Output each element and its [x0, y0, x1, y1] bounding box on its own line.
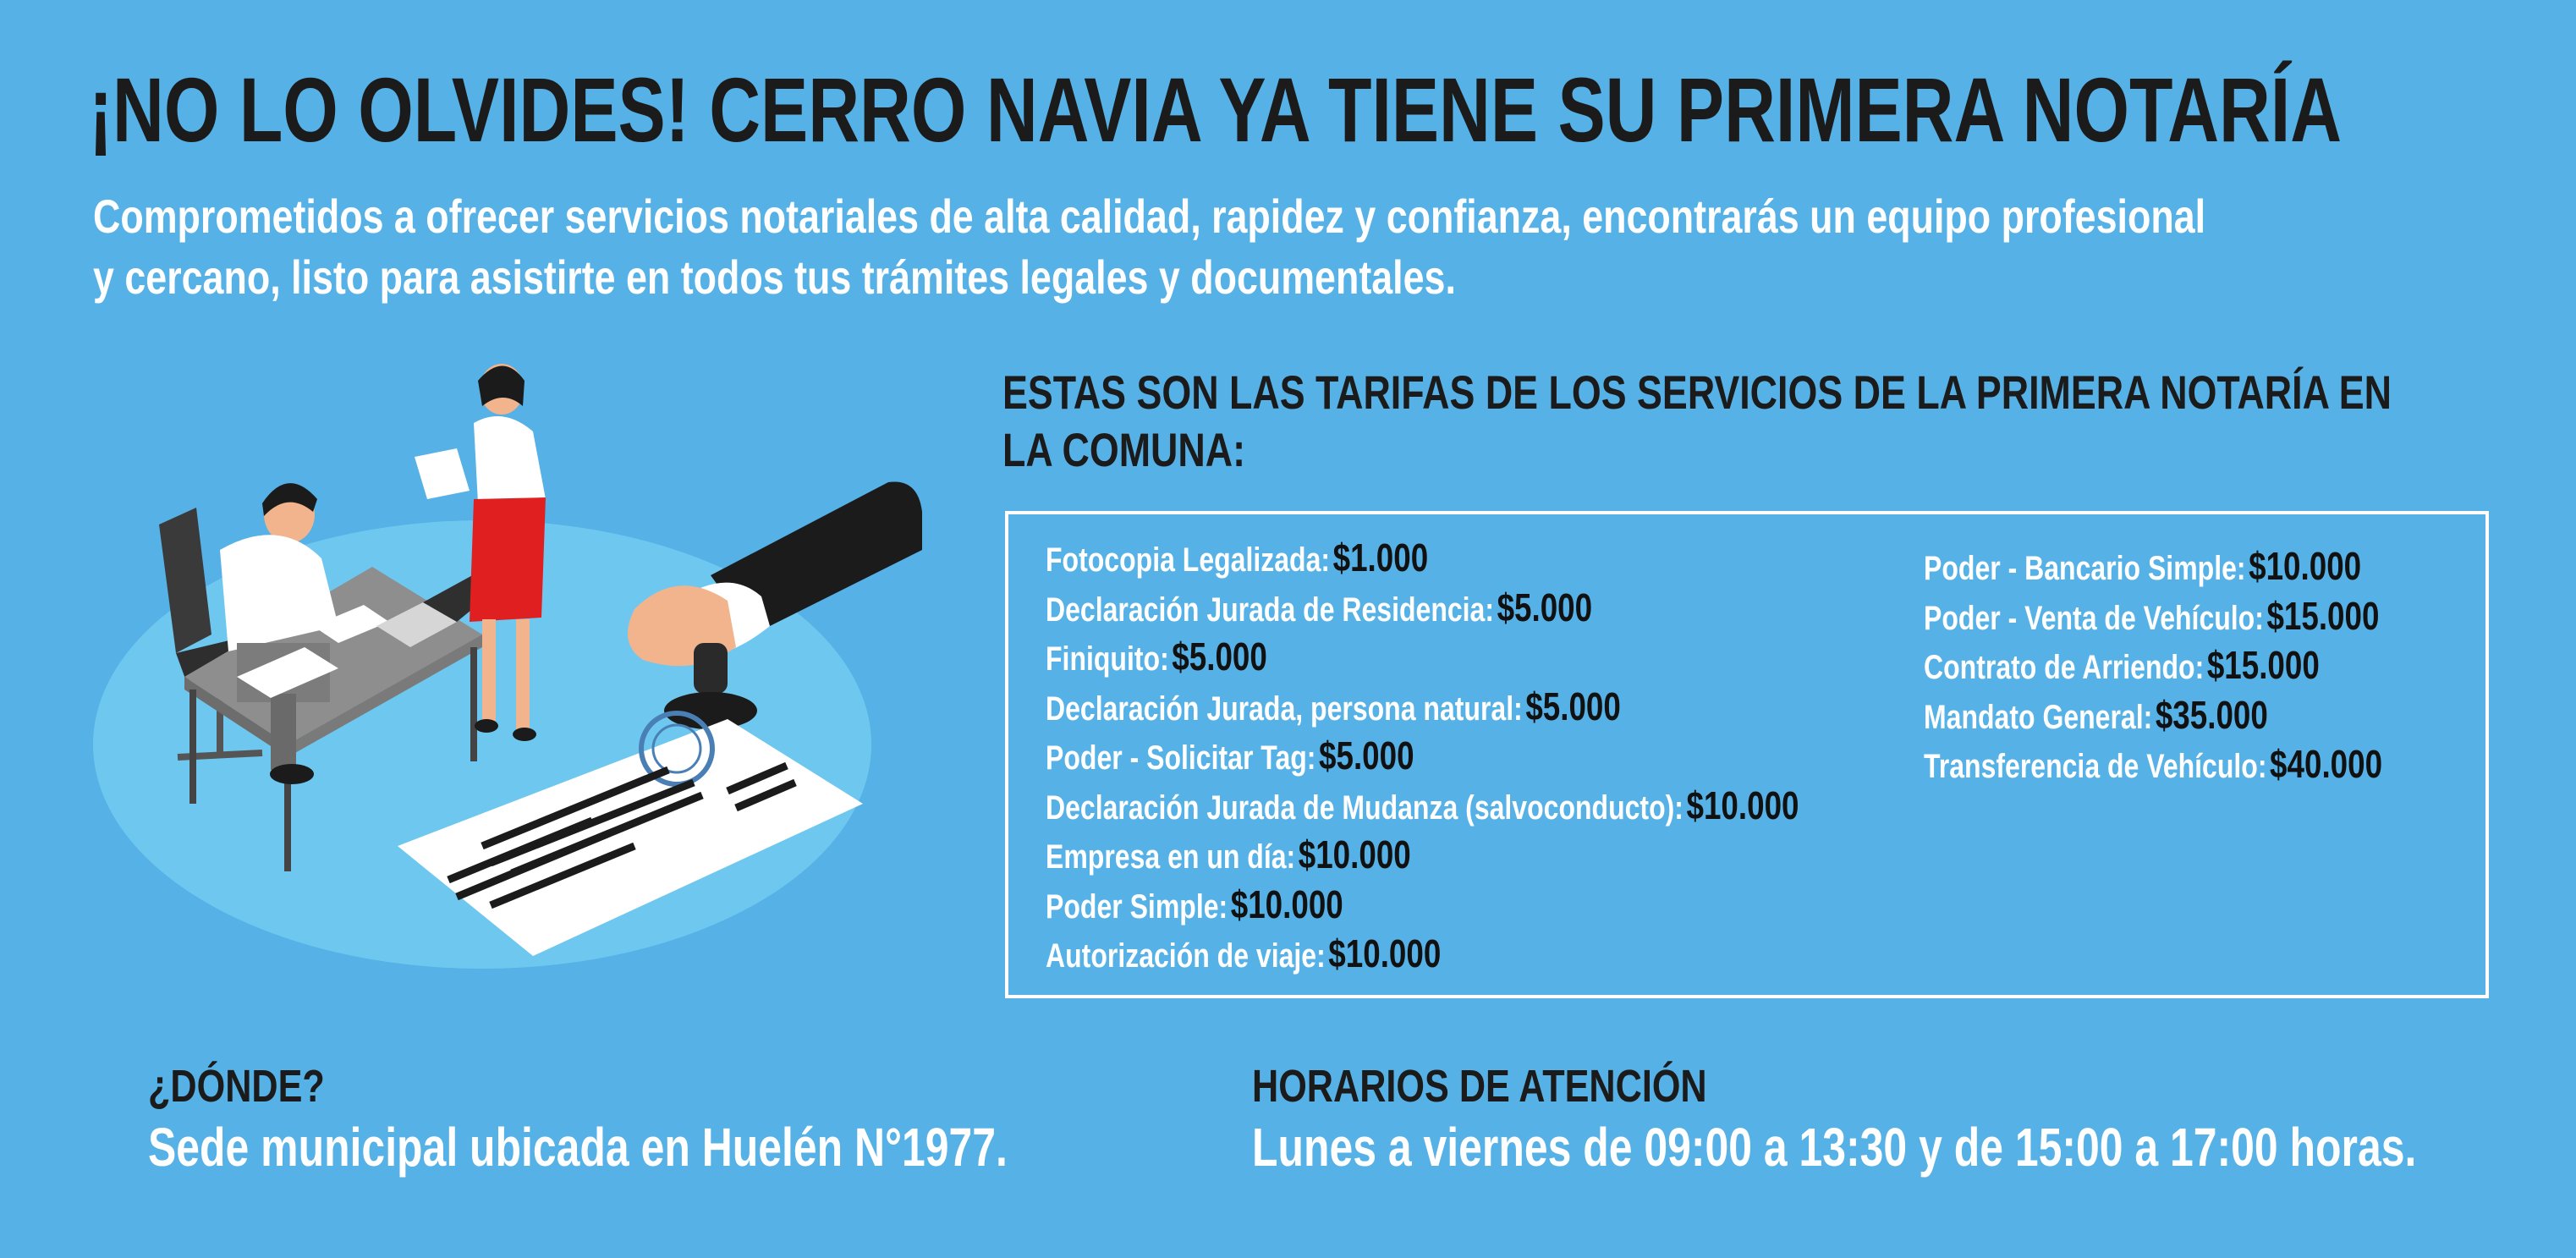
tariff-list-box [1005, 511, 2489, 998]
tariff-column-right [1924, 541, 2497, 789]
tariff-item [1924, 640, 2382, 690]
tariff-price: $5.000 [1319, 733, 1414, 777]
tariff-item [1046, 781, 1799, 831]
tariff-item [1046, 682, 1799, 732]
tariff-label: Autorización de viaje: [1046, 937, 1326, 975]
tariff-price: $15.000 [2266, 593, 2380, 638]
tariff-item [1046, 880, 1799, 930]
hours-text: Lunes a viernes de 09:00 a 13:30 y de 15:00 a 17:00 horas. [1252, 1117, 2417, 1178]
page-subtitle [93, 186, 2205, 308]
tariff-price: $5.000 [1525, 684, 1621, 728]
tariff-price: $5.000 [1172, 634, 1267, 678]
tariff-label: Declaración Jurada de Mudanza (salvoconducto): [1046, 788, 1683, 827]
page-title: ¡NO LO OLVIDES! CERRO NAVIA YA TIENE SU PRIMERA NOTARÍA [89, 58, 2343, 161]
tariff-item [1924, 591, 2382, 641]
tariff-label: Fotocopia Legalizada: [1046, 541, 1331, 579]
where-heading: ¿DÓNDE? [148, 1061, 325, 1112]
tariff-item [1046, 731, 1799, 781]
tariff-label: Mandato General: [1924, 698, 2153, 736]
tariff-label: Declaración Jurada de Residencia: [1046, 591, 1494, 629]
tariff-price: $10.000 [1328, 931, 1442, 975]
tariff-item [1046, 929, 1799, 979]
tariff-item [1046, 632, 1799, 682]
subtitle-line-1: Comprometidos a ofrecer servicios notariales de alta calidad, rapidez y confianza, encontrarás un equipo profesional [93, 190, 2206, 243]
tariff-label: Poder - Bancario Simple: [1924, 550, 2246, 587]
notary-office-illustration [85, 355, 964, 1015]
tariffs-heading-line-1: ESTAS SON LAS TARIFAS DE LOS SERVICIOS DE LA PRIMERA NOTARÍA EN [1002, 365, 2392, 419]
tariff-price: $10.000 [1230, 882, 1343, 926]
tariff-item [1924, 739, 2382, 789]
tariff-price: $5.000 [1497, 585, 1593, 629]
tariff-label: Transferencia de Vehículo: [1924, 748, 2267, 785]
tariffs-heading [1002, 364, 2392, 479]
tariff-item [1046, 830, 1799, 880]
tariff-column-left [1046, 533, 1987, 979]
tariff-label: Empresa en un día: [1046, 838, 1296, 876]
tariff-item [1046, 583, 1799, 633]
tariff-label: Contrato de Arriendo: [1924, 649, 2205, 686]
tariffs-heading-line-2: LA COMUNA: [1002, 423, 1245, 476]
tariff-label: Declaración Jurada, persona natural: [1046, 689, 1523, 728]
subtitle-line-2: y cercano, listo para asistirte en todos tus trámites legales y documentales. [93, 250, 1456, 304]
tariff-price: $1.000 [1332, 536, 1429, 580]
hours-heading: HORARIOS DE ATENCIÓN [1252, 1061, 1707, 1112]
rubber-stamp-icon [694, 643, 728, 694]
tariff-price: $40.000 [2270, 742, 2383, 786]
tariff-item [1046, 533, 1799, 583]
tariff-price: $10.000 [1686, 783, 1799, 827]
tariff-label: Poder - Venta de Vehículo: [1924, 599, 2264, 637]
tariff-label: Poder - Solicitar Tag: [1046, 739, 1316, 777]
tariff-price: $35.000 [2155, 692, 2268, 737]
tariff-price: $10.000 [1298, 832, 1411, 876]
tariff-price: $10.000 [2249, 544, 2362, 588]
tariff-item [1924, 541, 2382, 591]
where-address: Sede municipal ubicada en Huelén N°1977. [148, 1117, 1008, 1178]
tariff-label: Poder Simple: [1046, 887, 1228, 926]
tariff-item [1924, 690, 2382, 740]
tariff-price: $15.000 [2206, 643, 2320, 687]
tariff-label: Finiquito: [1046, 640, 1169, 678]
